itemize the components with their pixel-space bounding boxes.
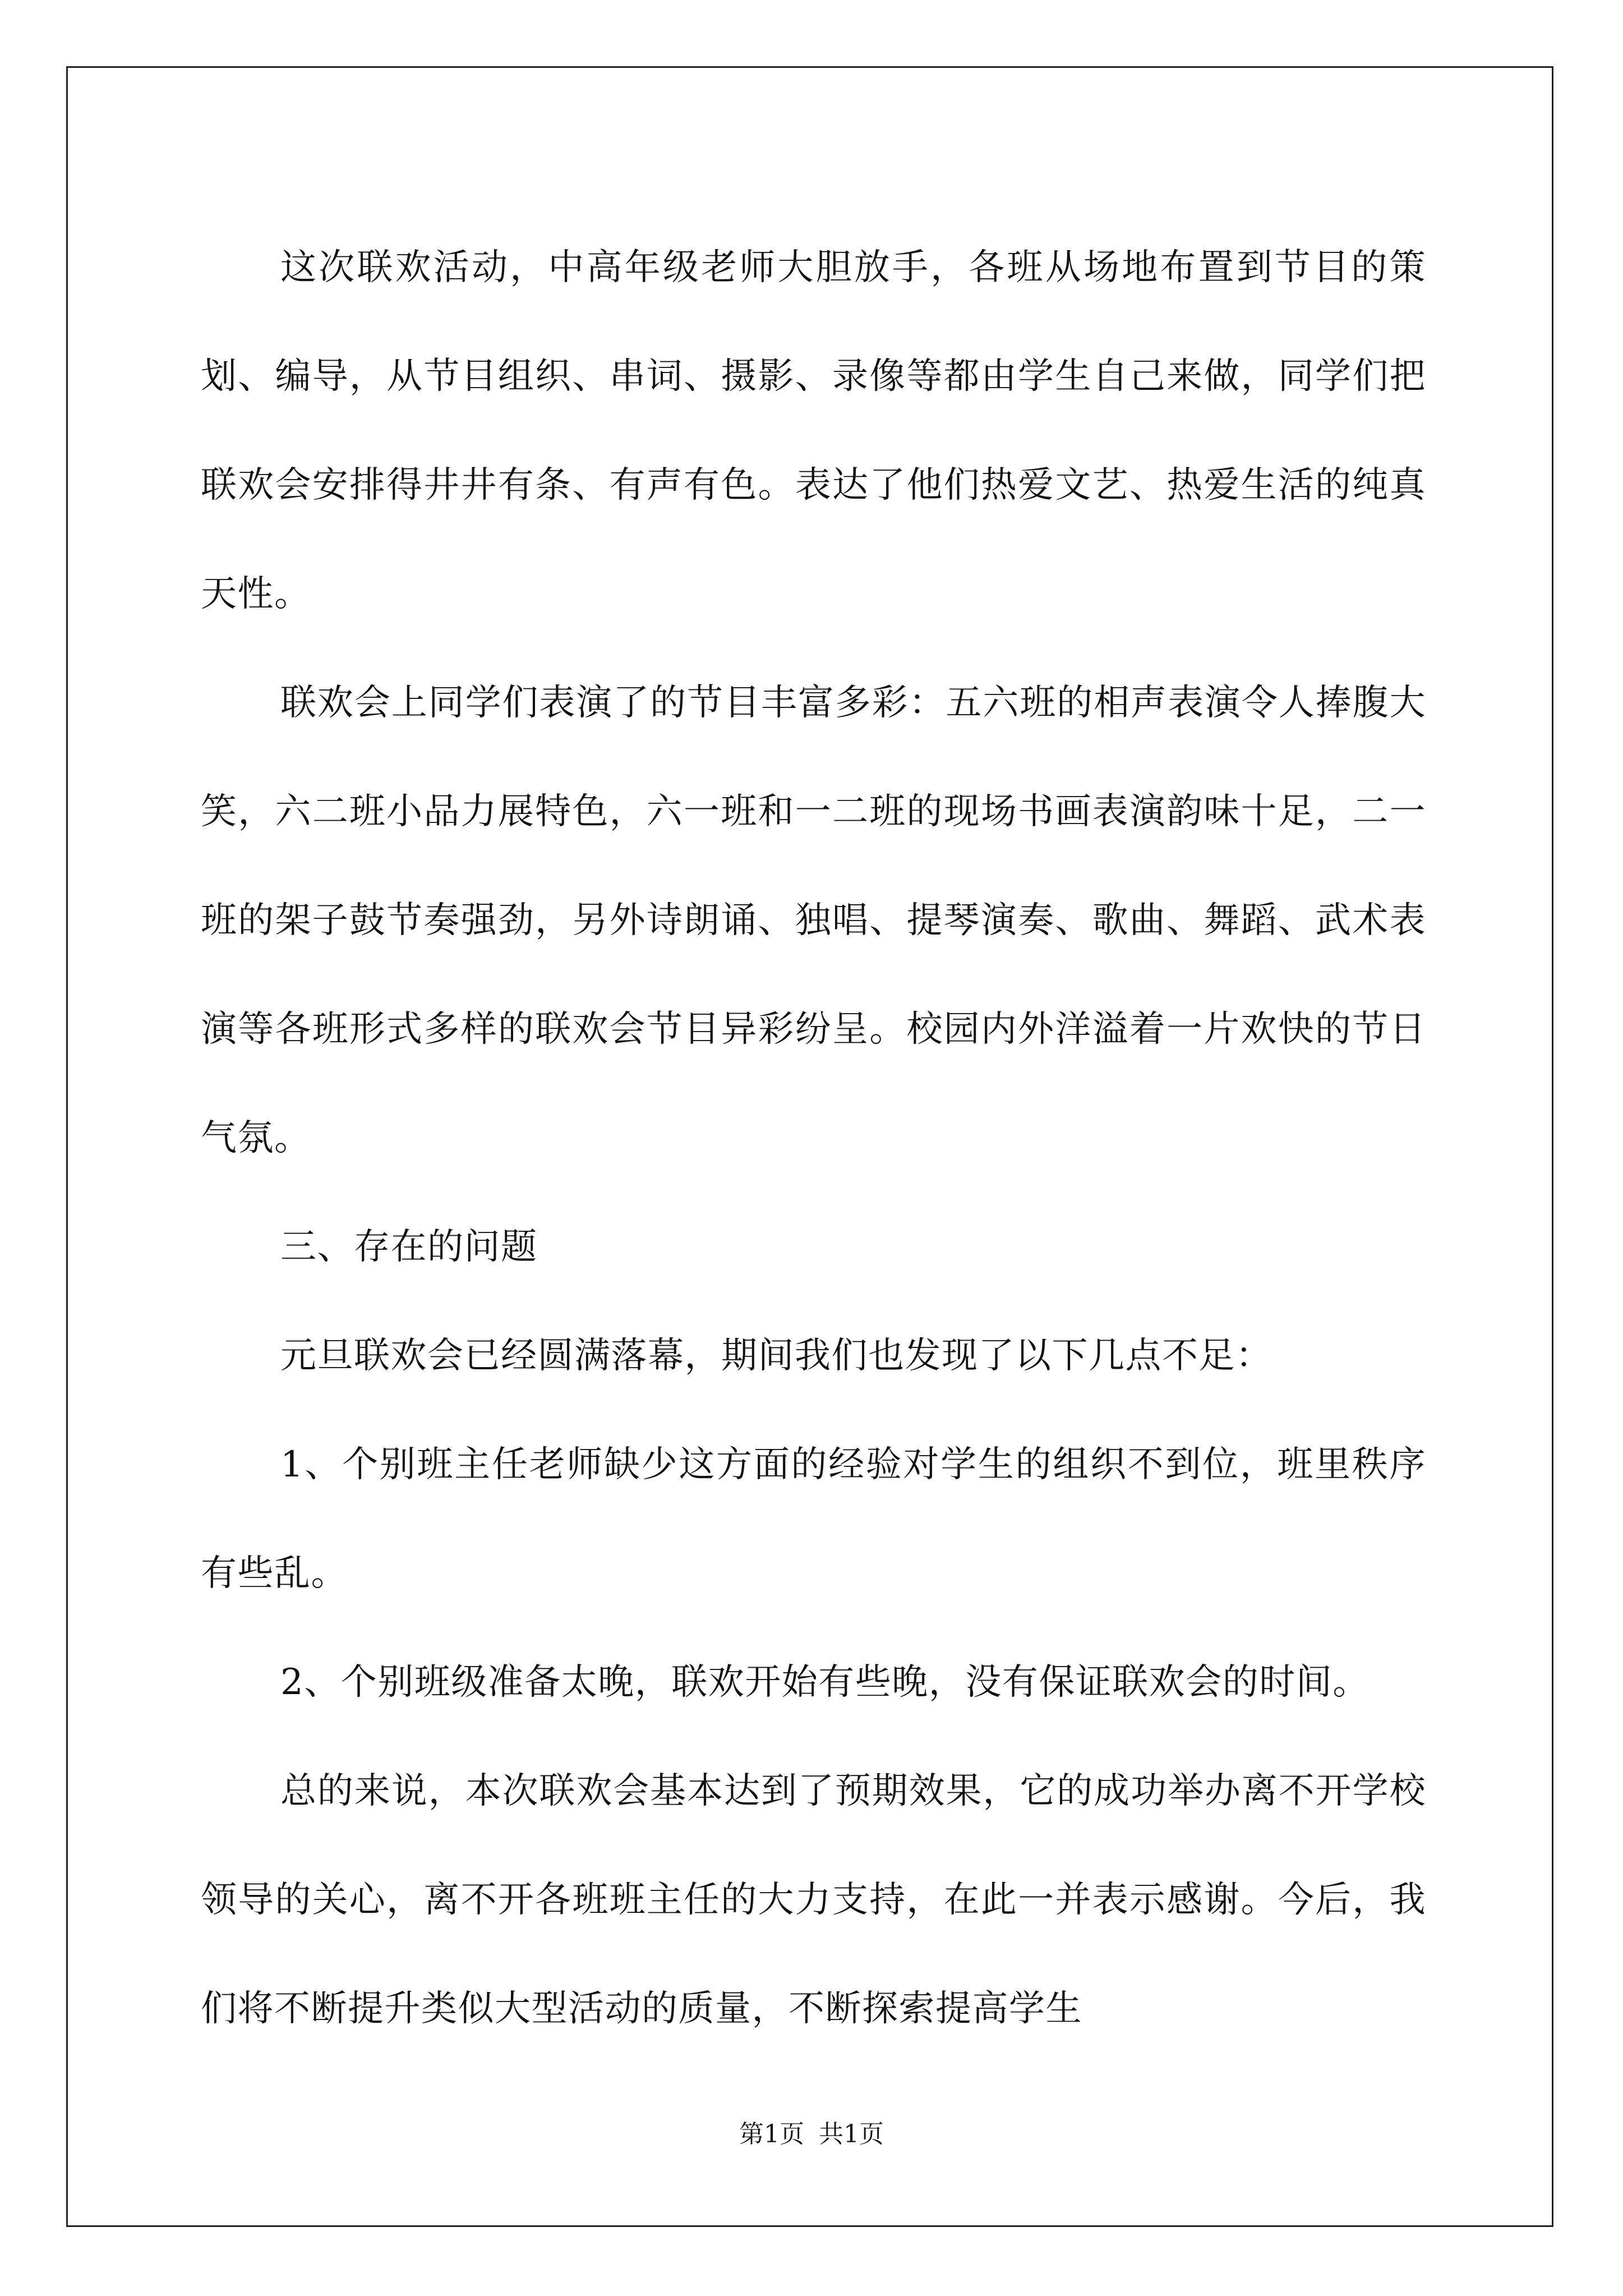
paragraph-performances: 联欢会上同学们表演了的节目丰富多彩：五六班的相声表演令人捧腹大笑，六二班小品力展特色，六一班和一二班的现场书画表演韵味十足，二一班的架子鼓节奏强劲，另外诗朗诵、独唱、提琴演奏、歌曲、舞蹈、武术表演等各班形式多样的联欢会节目异彩纷呈。校园内外洋溢着一片欢快的节日气氛。: [201, 682, 1426, 1159]
section-heading-problems: 三、存在的问题: [280, 1226, 538, 1268]
paragraph-activity-summary: 这次联欢活动，中高年级老师大胆放手，各班从场地布置到节目的策划、编导，从节目组织、串词、摄影、录像等都由学生自己来做，同学们把联欢会安排得井井有条、有声有色。表达了他们热爱文艺、热爱生活的纯真天性。: [201, 247, 1426, 615]
list-item-problem-2: 2、个别班级准备太晚，联欢开始有些晚，没有保证联欢会的时间。: [280, 1662, 1370, 1703]
paragraph-problems-intro: 元旦联欢会已经圆满落幕，期间我们也发现了以下几点不足：: [280, 1335, 1272, 1377]
page-number-total: 共1页: [819, 2120, 884, 2148]
page-number-current: 第1页: [739, 2120, 804, 2148]
document-body: [201, 213, 1426, 2063]
page-footer: [0, 2118, 1623, 2151]
list-item-problem-1: 1、个别班主任老师缺少这方面的经验对学生的组织不到位，班里秩序有些乱。: [201, 1444, 1426, 1594]
paragraph-conclusion: 总的来说，本次联欢会基本达到了预期效果，它的成功举办离不开学校领导的关心，离不开各班班主任的大力支持，在此一并表示感谢。今后，我们将不断提升类似大型活动的质量，不断探索提高学生: [201, 1770, 1426, 2030]
